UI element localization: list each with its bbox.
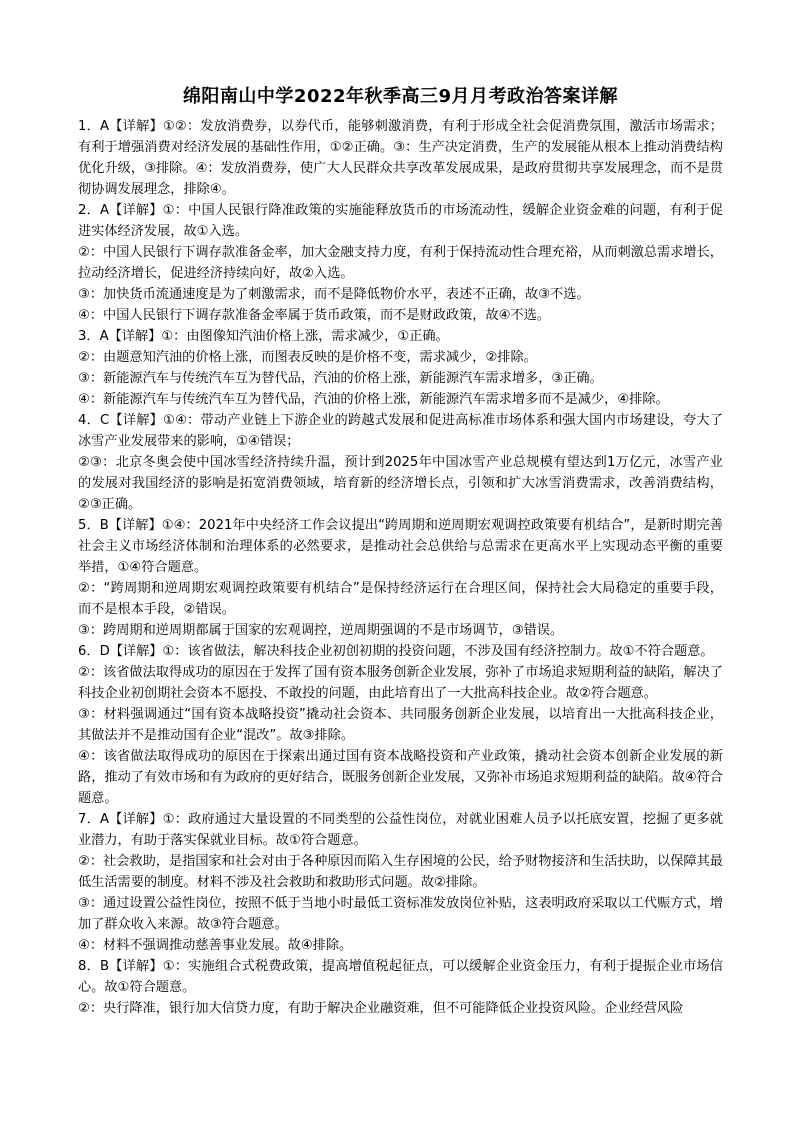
paragraph: 1．A【详解】①②：发放消费券，以券代币，能够刺激消费，有利于形成全社会促消费氛围，激活市场需求；有利于增强消费对经济发展的基础性作用，①②正确。③：生产决定消费，生产的发展能从根本上推动消费结构优化升级，③排除。④：发放消费券，使广大人民群众共享改革发展成果，是政府贯彻共享发展理念，而不是贯彻协调发展理念，排除④。 — [78, 119, 723, 197]
paragraph: 2．A【详解】①：中国人民银行降准政策的实施能释放货币的市场流动性，缓解企业资金难的问题，有利于促进实体经济发展，故①入选。 — [78, 203, 723, 239]
page-title: 绵阳南山中学2022年秋季高三9月月考政治答案详解 — [182, 86, 619, 107]
paragraph: ③：新能源汽车与传统汽车互为替代品，汽油的价格上涨，新能源汽车需求增多，③正确。 — [78, 371, 603, 386]
paragraph: ②：中国人民银行下调存款准备金率，加大金融支持力度，有利于保持流动性合理充裕，从而刺激总需求增长，拉动经济增长，促进经济持续向好，故②入选。 — [78, 245, 723, 281]
paragraph: ②：由题意知汽油的价格上涨，而图表反映的是价格不变，需求减少，②排除。 — [78, 350, 537, 365]
paragraph: ②③：北京冬奥会使中国冰雪经济持续升温，预计到2025年中国冰雪产业总规模有望达到1万亿元，冰雪产业的发展对我国经济的影响是拓宽消费领域，培育新的经济增长点，引领和扩大冰雪消费需求，改善消费结构，②③正确。 — [78, 455, 723, 512]
paragraph: 7．A【详解】①：政府通过大量设置的不同类型的公益性岗位，对就业困难人员予以托底安置，挖掘了更多就业潜力，有助于落实保就业目标。故①符合题意。 — [78, 812, 723, 848]
paragraph: 5．B【详解】①④：2021年中央经济工作会议提出“跨周期和逆周期宏观调控政策要有机结合”，是新时期完善社会主义市场经济体制和治理体系的必然要求，是推动社会总供给与总需求在更高水平上实现动态平衡的重要举措，①④符合题意。 — [78, 518, 723, 575]
paragraph: ④：新能源汽车与传统汽车互为替代品，汽油的价格上涨，新能源汽车需求增多而不是减少，④排除。 — [78, 392, 669, 407]
paragraph: 8．B【详解】①：实施组合式税费政策，提高增值税起征点，可以缓解企业资金压力，有利于提振企业市场信心。故①符合题意。 — [78, 959, 723, 995]
paragraph: 3．A【详解】①：由图像知汽油价格上涨，需求减少，①正确。 — [78, 329, 449, 344]
paragraph: ④：该省做法取得成功的原因在于探索出通过国有资本战略投资和产业政策，撬动社会资本创新企业发展的新路，推动了有效市场和有为政府的更好结合，既服务创新企业发展，又弥补市场追求短期利益的缺陷。故④符合题意。 — [78, 749, 723, 806]
paragraph: ②：社会救助，是指国家和社会对由于各种原因而陷入生存困境的公民，给予财物接济和生活扶助，以保障其最低生活需要的制度。材料不涉及社会救助和救助形式问题。故②排除。 — [78, 854, 723, 890]
answer-body — [78, 116, 723, 1019]
paragraph: ②：央行降准，银行加大信贷力度，有助于解决企业融资难，但不可能降低企业投资风险。企业经营风险 — [78, 1001, 684, 1016]
paragraph: 6．D【详解】①：该省做法，解决科技企业初创初期的投资问题，不涉及国有经济控制力。故①不符合题意。 — [78, 644, 714, 659]
paragraph: 4．C【详解】①④：带动产业链上下游企业的跨越式发展和促进高标准市场体系和强大国内市场建设，夸大了冰雪产业发展带来的影响，①④错误； — [78, 413, 723, 449]
paragraph: ④：材料不强调推动慈善事业发展。故④排除。 — [78, 938, 353, 953]
paragraph: ③：材料强调通过“国有资本战略投资”撬动社会资本、共同服务创新企业发展，以培育出一大批高科技企业，其做法并不是推动国有企业“混改”。故③排除。 — [78, 707, 723, 743]
paragraph: ③：通过设置公益性岗位，按照不低于当地小时最低工资标准发放岗位补贴，这表明政府采取以工代赈方式，增加了群众收入来源。故③符合题意。 — [78, 896, 723, 932]
paragraph: ②：“跨周期和逆周期宏观调控政策要有机结合”是保持经济运行在合理区间，保持社会大局稳定的重要手段，而不是根本手段，②错误。 — [78, 581, 723, 617]
paragraph: ③：加快货币流通速度是为了刺激需求，而不是降低物价水平，表述不正确，故③不选。 — [78, 287, 590, 302]
paragraph: ③：跨周期和逆周期都属于国家的宏观调控，逆周期强调的不是市场调节，③错误。 — [78, 623, 564, 638]
paragraph: ②：该省做法取得成功的原因在于发挥了国有资本服务创新企业发展，弥补了市场追求短期利益的缺陷，解决了科技企业初创期社会资本不愿投、不敢投的问题，由此培育出了一大批高科技企业。故②符合题意。 — [78, 665, 723, 701]
paragraph: ④：中国人民银行下调存款准备金率属于货币政策，而不是财政政策，故④不选。 — [78, 308, 551, 323]
document-page — [78, 84, 723, 1019]
